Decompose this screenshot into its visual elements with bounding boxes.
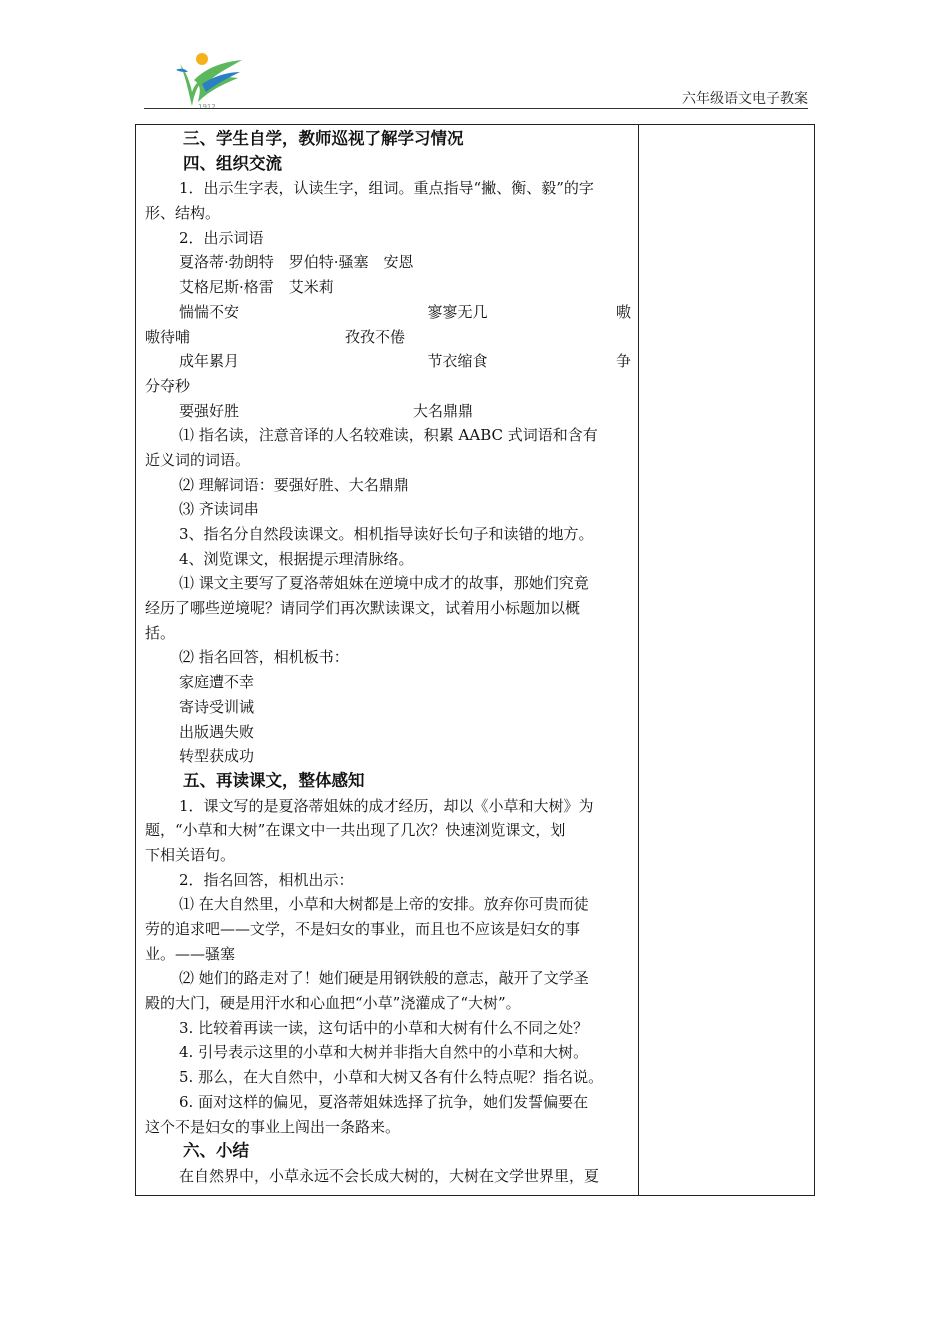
text-line: 经历了哪些逆境呢？请同学们再次默读课文，试着用小标题加以概	[145, 599, 581, 618]
section-heading: 四、组织交流	[183, 153, 282, 173]
lesson-content	[145, 127, 631, 1189]
vocab-word: 嗷待哺	[145, 327, 191, 346]
text-line: 括。	[145, 623, 176, 642]
board-note: 转型获成功	[179, 747, 255, 766]
vocab-word: 成年累月	[179, 352, 240, 371]
logo-year-text: 1912	[198, 103, 216, 110]
text-line: 形、结构。	[145, 204, 221, 223]
text-line: 4. 引号表示这里的小草和大树并非指大自然中的小草和大树。	[179, 1043, 589, 1062]
text-line: 夏洛蒂·勃朗特 罗伯特·骚塞 安恩	[179, 253, 414, 272]
text-line: 下相关语句。	[145, 845, 236, 864]
text-line: 业。——骚塞	[145, 944, 236, 963]
vocab-word: 争	[615, 352, 631, 371]
school-logo	[172, 50, 244, 110]
vocab-word: 惴惴不安	[179, 302, 240, 321]
text-line: 2．出示词语	[179, 228, 264, 247]
page-header-title: 六年级语文电子教案	[682, 91, 808, 107]
header-divider	[144, 108, 808, 109]
text-line: ⑴ 课文主要写了夏洛蒂姐妹在逆境中成才的故事，那她们究竟	[179, 574, 589, 593]
text-line: 4、浏览课文，根据提示理清脉络。	[179, 549, 414, 568]
text-line: 劳的追求吧——文学，不是妇女的事业，而且也不应该是妇女的事	[145, 920, 581, 938]
text-line: 题，“小草和大树”在课文中一共出现了几次？快速浏览课文，划	[145, 821, 566, 840]
text-line: 殿的大门，硬是用汗水和心血把“小草”浇灌成了“大树”。	[145, 994, 521, 1013]
lesson-plan-table	[135, 124, 815, 1196]
board-note: 出版遇失败	[179, 722, 255, 741]
vocab-row	[145, 300, 631, 325]
text-line: 2．指名回答，相机出示：	[179, 870, 354, 889]
text-line: 分夺秒	[145, 376, 191, 395]
page-header	[144, 50, 808, 110]
text-line: ⑵ 理解词语：要强好胜、大名鼎鼎	[179, 475, 409, 494]
vocab-word: 大名鼎鼎	[413, 401, 474, 420]
text-line: 1．课文写的是夏洛蒂姐妹的成才经历，却以《小草和大树》为	[179, 796, 594, 815]
text-line: 6. 面对这样的偏见，夏洛蒂姐妹选择了抗争，她们发誓偏要在	[179, 1092, 589, 1111]
section-heading: 五、再读课文，整体感知	[183, 770, 365, 790]
section-heading: 六、小结	[183, 1141, 249, 1161]
vocab-word: 孜孜不倦	[345, 327, 406, 346]
board-note: 家庭遭不幸	[179, 673, 255, 692]
text-line: 5. 那么，在大自然中，小草和大树又各有什么特点呢？指名说。	[179, 1068, 604, 1087]
vocab-row	[145, 325, 631, 350]
vocab-word: 嗷	[615, 302, 631, 321]
lesson-content-cell	[136, 125, 639, 1195]
notes-cell	[639, 125, 814, 1195]
text-line: 3、指名分自然段读课文。相机指导读好长句子和读错的地方。	[179, 525, 594, 543]
text-line: 艾格尼斯·格雷 艾米莉	[179, 278, 334, 297]
text-line: ⑵ 指名回答，相机板书：	[179, 648, 349, 667]
text-line: 3. 比较着再读一读，这句话中的小草和大树有什么不同之处？	[179, 1018, 589, 1037]
board-note: 寄诗受训诫	[179, 697, 255, 716]
vocab-row	[145, 399, 631, 424]
vocab-word: 要强好胜	[179, 401, 240, 420]
text-line: 在自然界中，小草永远不会长成大树的，大树在文学世界里，夏	[179, 1166, 600, 1185]
text-line: ⑴ 指名读，注意音译的人名较难读，积累 AABC 式词语和含有	[179, 426, 598, 445]
text-line: 1．出示生字表，认读生字，组词。重点指导“撇、衡、毅”的字	[179, 179, 594, 198]
text-line: 这个不是妇女的事业上闯出一条路来。	[145, 1117, 401, 1136]
text-line: ⑴ 在大自然里，小草和大树都是上帝的安排。放弃你可贵而徒	[179, 895, 589, 914]
section-heading: 三、学生自学，教师巡视了解学习情况	[183, 129, 464, 148]
vocab-word: 节衣缩食	[427, 352, 488, 371]
vocab-row	[145, 349, 631, 374]
text-line: ⑵ 她们的路走对了！她们硬是用钢铁般的意志，敲开了文学圣	[179, 969, 589, 988]
text-line: 近义词的词语。	[145, 450, 251, 469]
text-line: ⑶ 齐读词串	[179, 500, 259, 519]
vocab-word: 寥寥无几	[427, 302, 488, 321]
